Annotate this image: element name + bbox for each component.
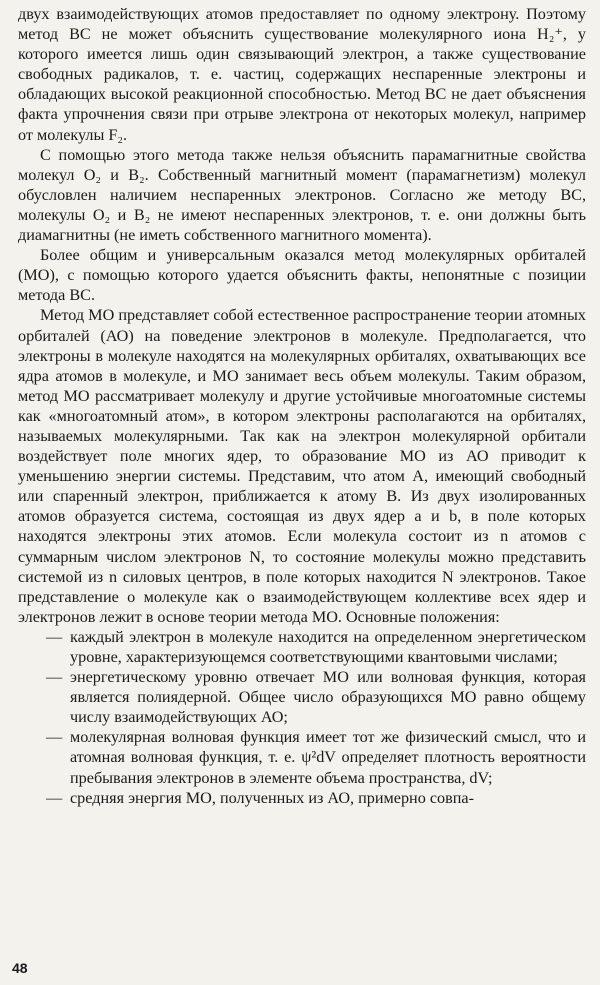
list-item bbox=[18, 788, 586, 808]
list-item bbox=[18, 627, 586, 667]
list-item bbox=[18, 727, 586, 787]
list-item-text: каждый электрон в молекуле находится на определенном энергетическом уровне, характеризующемся соответствующими квантовыми числами; bbox=[70, 627, 586, 666]
list-dash: — bbox=[46, 728, 63, 747]
list-dash: — bbox=[46, 627, 63, 646]
paragraph-vb-limitations: двух взаимодействующих атомов предоставляет по одному электрону. Поэтому метод ВС не может объяснить существование молекулярного иона H₂⁺, у которого имеется лишь один связывающий электрон, а также существование свободных радикалов, т. е. частиц, содержащих неспаренные электроны и обладающих высокой реакционной способностью. Метод ВС не дает объяснения факта упрочнения связи при отрыве электрона от некоторых молекул, например от молекулы F₂. bbox=[18, 5, 586, 144]
postulates-list bbox=[18, 627, 586, 808]
list-dash: — bbox=[46, 788, 63, 807]
list-item-text: молекулярная волновая функция имеет тот же физический смысл, что и атомная волновая функция, т. е. ψ²dV определяет плотность вероятности пребывания электронов в элементе объема пространства, dV; bbox=[70, 728, 586, 787]
paragraph-paramagnetism: С помощью этого метода также нельзя объяснить парамагнитные свойства молекул O₂ и B₂. Собственный магнитный момент (парамагнетизм) молекул обусловлен наличием неспаренных электронов. Согласно же методу ВС, молекулы O₂ и B₂ не имеют неспаренных электронов, т. е. они должны быть диамагнитны (не иметь собственного магнитного момента). bbox=[18, 145, 586, 245]
list-item-text: энергетическому уровню отвечает МО или волновая функция, которая является полиядерной. Общее число образующихся МО равно общему числу взаимодействующих АО; bbox=[70, 668, 586, 727]
paragraph-mo-intro: Более общим и универсальным оказался метод молекулярных орбиталей (МО), с помощью которого удается объяснить факты, непонятные с позиции метода ВС. bbox=[18, 246, 586, 305]
paragraph-mo-method: Метод МО представляет собой естественное распространение теории атомных орбиталей (АО) на поведение электронов в молекуле. Предполагается, что электроны в молекуле находятся на молекулярных орбиталях, охватывающих все ядра атомов в молекуле, и МО занимает весь объем молекулы. Таким образом, метод МО рассматривает молекулу и другие устойчивые многоатомные системы как «многоатомный атом», в котором электроны располагаются на орбиталях, называемых молекулярными. Так как на электрон молекулярной орбитали воздействует поле многих ядер, то образование МО из АО приводит к уменьшению энергии системы. Представим, что атом А, имеющий свободный или спаренный электрон, приближается к атому В. Из двух изолированных атомов образуется система, состоящая из двух ядер a и b, в поле которых находятся электроны этих атомов. Если молекула состоит из n атомов с суммарным числом электронов N, то состояние молекулы можно представить системой из n силовых центров, в поле которых находится N электронов. Такое представление о молекуле как о взаимодействующем коллективе всех ядер и электронов лежит в основе теории метода МО. Основные положения: bbox=[18, 306, 586, 626]
list-item-text: средняя энергия МО, полученных из АО, примерно совпа- bbox=[70, 788, 475, 807]
list-item bbox=[18, 667, 586, 727]
list-dash: — bbox=[46, 668, 63, 687]
page-number: 48 bbox=[12, 960, 28, 976]
